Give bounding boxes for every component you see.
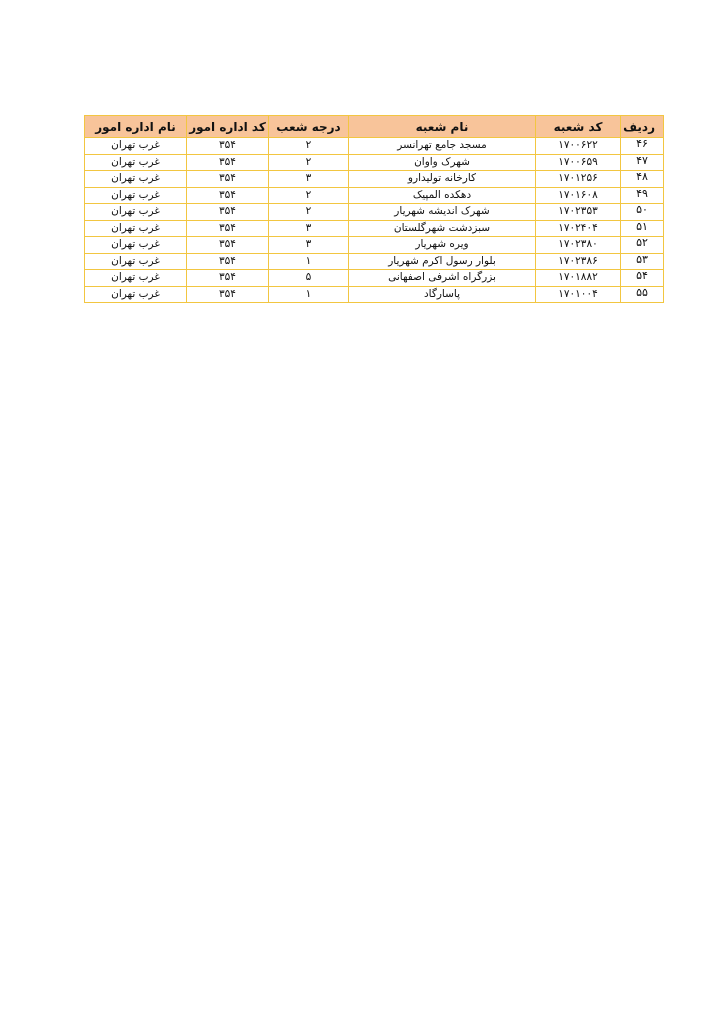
- table-header-row: [85, 116, 664, 138]
- cell-branch-code: ۱۷۰۰۶۵۹: [536, 154, 621, 171]
- table-row: [85, 187, 664, 204]
- cell-radif: ۵۲: [621, 237, 664, 254]
- cell-branch-grade: ۲: [269, 204, 349, 221]
- cell-branch-grade: ۲: [269, 138, 349, 155]
- cell-branch-name: شهرک واوان: [349, 154, 536, 171]
- header-radif: ردیف: [621, 116, 664, 138]
- cell-radif: ۴۹: [621, 187, 664, 204]
- cell-radif: ۴۶: [621, 138, 664, 155]
- table-row: [85, 204, 664, 221]
- table-body: [85, 138, 664, 303]
- cell-office-code: ۳۵۴: [187, 171, 269, 188]
- cell-branch-name: سبزدشت شهرگلستان: [349, 220, 536, 237]
- cell-branch-code: ۱۷۰۱۸۸۲: [536, 270, 621, 287]
- table-row: [85, 220, 664, 237]
- cell-office-name: غرب تهران: [85, 138, 187, 155]
- cell-branch-grade: ۳: [269, 220, 349, 237]
- cell-branch-grade: ۵: [269, 270, 349, 287]
- cell-office-name: غرب تهران: [85, 220, 187, 237]
- cell-office-code: ۳۵۴: [187, 154, 269, 171]
- cell-branch-name: شهرک اندیشه شهریار: [349, 204, 536, 221]
- table-row: [85, 171, 664, 188]
- header-office-code: کد اداره امور: [187, 116, 269, 138]
- cell-branch-code: ۱۷۰۲۴۰۴: [536, 220, 621, 237]
- cell-office-name: غرب تهران: [85, 154, 187, 171]
- cell-office-code: ۳۵۴: [187, 237, 269, 254]
- cell-branch-grade: ۲: [269, 187, 349, 204]
- cell-radif: ۴۸: [621, 171, 664, 188]
- cell-branch-code: ۱۷۰۲۳۸۶: [536, 253, 621, 270]
- table-row: [85, 138, 664, 155]
- cell-branch-grade: ۱: [269, 286, 349, 303]
- cell-branch-grade: ۳: [269, 237, 349, 254]
- header-office-name: نام اداره امور: [85, 116, 187, 138]
- cell-office-name: غرب تهران: [85, 270, 187, 287]
- cell-office-code: ۳۵۴: [187, 187, 269, 204]
- cell-office-name: غرب تهران: [85, 187, 187, 204]
- cell-branch-grade: ۳: [269, 171, 349, 188]
- cell-branch-name: بزرگراه اشرفی اصفهانی: [349, 270, 536, 287]
- header-branch-grade: درجه شعب: [269, 116, 349, 138]
- table-row: [85, 237, 664, 254]
- cell-radif: ۴۷: [621, 154, 664, 171]
- cell-branch-code: ۱۷۰۲۳۵۳: [536, 204, 621, 221]
- table-row: [85, 286, 664, 303]
- cell-branch-code: ۱۷۰۰۶۲۲: [536, 138, 621, 155]
- cell-office-name: غرب تهران: [85, 171, 187, 188]
- table-row: [85, 154, 664, 171]
- cell-branch-name: پاسارگاد: [349, 286, 536, 303]
- cell-branch-name: کارخانه تولیدارو: [349, 171, 536, 188]
- branches-table: [84, 115, 664, 303]
- cell-radif: ۵۴: [621, 270, 664, 287]
- table-row: [85, 270, 664, 287]
- cell-branch-code: ۱۷۰۲۳۸۰: [536, 237, 621, 254]
- cell-office-name: غرب تهران: [85, 286, 187, 303]
- table-row: [85, 253, 664, 270]
- cell-branch-code: ۱۷۰۱۶۰۸: [536, 187, 621, 204]
- cell-branch-code: ۱۷۰۱۲۵۶: [536, 171, 621, 188]
- cell-branch-name: ویره شهریار: [349, 237, 536, 254]
- cell-office-code: ۳۵۴: [187, 138, 269, 155]
- cell-radif: ۵۱: [621, 220, 664, 237]
- cell-branch-name: مسجد جامع تهرانسر: [349, 138, 536, 155]
- cell-branch-code: ۱۷۰۱۰۰۴: [536, 286, 621, 303]
- cell-branch-name: بلوار رسول اکرم شهریار: [349, 253, 536, 270]
- cell-branch-name: دهکده المپیک: [349, 187, 536, 204]
- cell-radif: ۵۳: [621, 253, 664, 270]
- cell-office-code: ۳۵۴: [187, 204, 269, 221]
- cell-office-code: ۳۵۴: [187, 220, 269, 237]
- cell-office-name: غرب تهران: [85, 204, 187, 221]
- cell-office-code: ۳۵۴: [187, 286, 269, 303]
- cell-branch-grade: ۲: [269, 154, 349, 171]
- cell-office-code: ۳۵۴: [187, 270, 269, 287]
- cell-office-name: غرب تهران: [85, 237, 187, 254]
- cell-branch-grade: ۱: [269, 253, 349, 270]
- cell-radif: ۵۵: [621, 286, 664, 303]
- cell-office-code: ۳۵۴: [187, 253, 269, 270]
- header-branch-name: نام شعبه: [349, 116, 536, 138]
- header-branch-code: کد شعبه: [536, 116, 621, 138]
- cell-radif: ۵۰: [621, 204, 664, 221]
- cell-office-name: غرب تهران: [85, 253, 187, 270]
